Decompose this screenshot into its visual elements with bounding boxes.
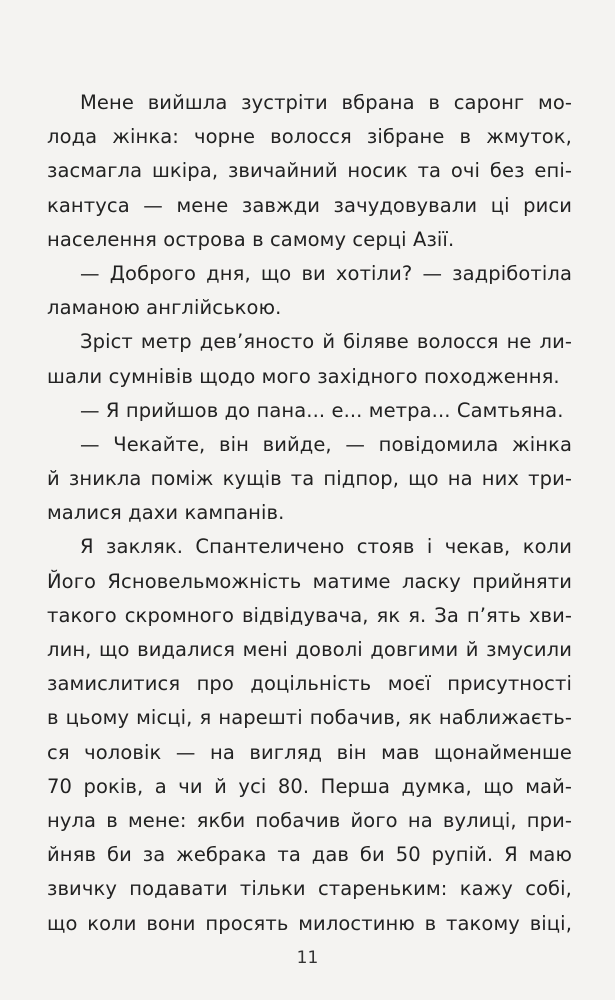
text-line: — Доброго дня, що ви хотіли? — задріботіла	[80, 261, 572, 285]
text-line: — Чекайте, він вийде, — повідомила жінка	[80, 432, 572, 456]
text-line: ламаною англійською.	[47, 296, 282, 320]
text-line: Я закляк. Спантеличено стояв і чекав, коли	[80, 535, 572, 559]
text-line: шали сумнівів щодо мого західного походження.	[47, 364, 560, 388]
text-line: звичку подавати тільки стареньким: кажу собі,	[47, 877, 572, 901]
page-number: 11	[296, 948, 319, 968]
text-line: замислитися про доцільність моєї присутності	[47, 672, 572, 696]
text-line: в цьому місці, я нарешті побачив, як наближаєть-	[47, 706, 572, 730]
text-line: кантуса — мене завжди зачудовували ці риси	[47, 193, 572, 217]
text-line: малися дахи кампанів.	[47, 501, 285, 525]
text-line: 70 років, а чи й усі 80. Перша думка, що май-	[47, 774, 572, 798]
text-line: й зникла поміж кущів та підпор, що на них три-	[47, 467, 572, 491]
text-line: Його Ясновельможність матиме ласку прийняти	[47, 569, 572, 593]
text-line: населення острова в самому серці Азії.	[47, 227, 455, 251]
text-line: Зріст метр дев’яносто й біляве волосся не ли-	[80, 330, 572, 354]
text-line: що коли вони просять милостиню в такому віці,	[47, 911, 572, 935]
text-line: Мене вийшла зустріти вбрана в саронг мо-	[80, 91, 572, 114]
text-line: засмагла шкіра, звичайний носик та очі без епі-	[47, 159, 572, 183]
text-line: лин, що видалися мені доволі довгими й змусили	[47, 638, 572, 661]
text-line: йняв би за жебрака та дав би 50 рупій. Я маю	[47, 843, 572, 867]
body-text	[47, 86, 572, 941]
text-line: — Я прийшов до пана... е... метра... Самтьяна.	[80, 398, 564, 422]
text-line: нула в мене: якби побачив його на вулиці, при-	[47, 808, 572, 832]
text-line: такого скромного відвідувача, як я. За п’ять хви-	[47, 603, 572, 627]
text-line: ся чоловік — на вигляд він мав щонайменше	[47, 740, 572, 764]
text-line: лода жінка: чорне волосся зібране в жмуток,	[47, 125, 572, 149]
